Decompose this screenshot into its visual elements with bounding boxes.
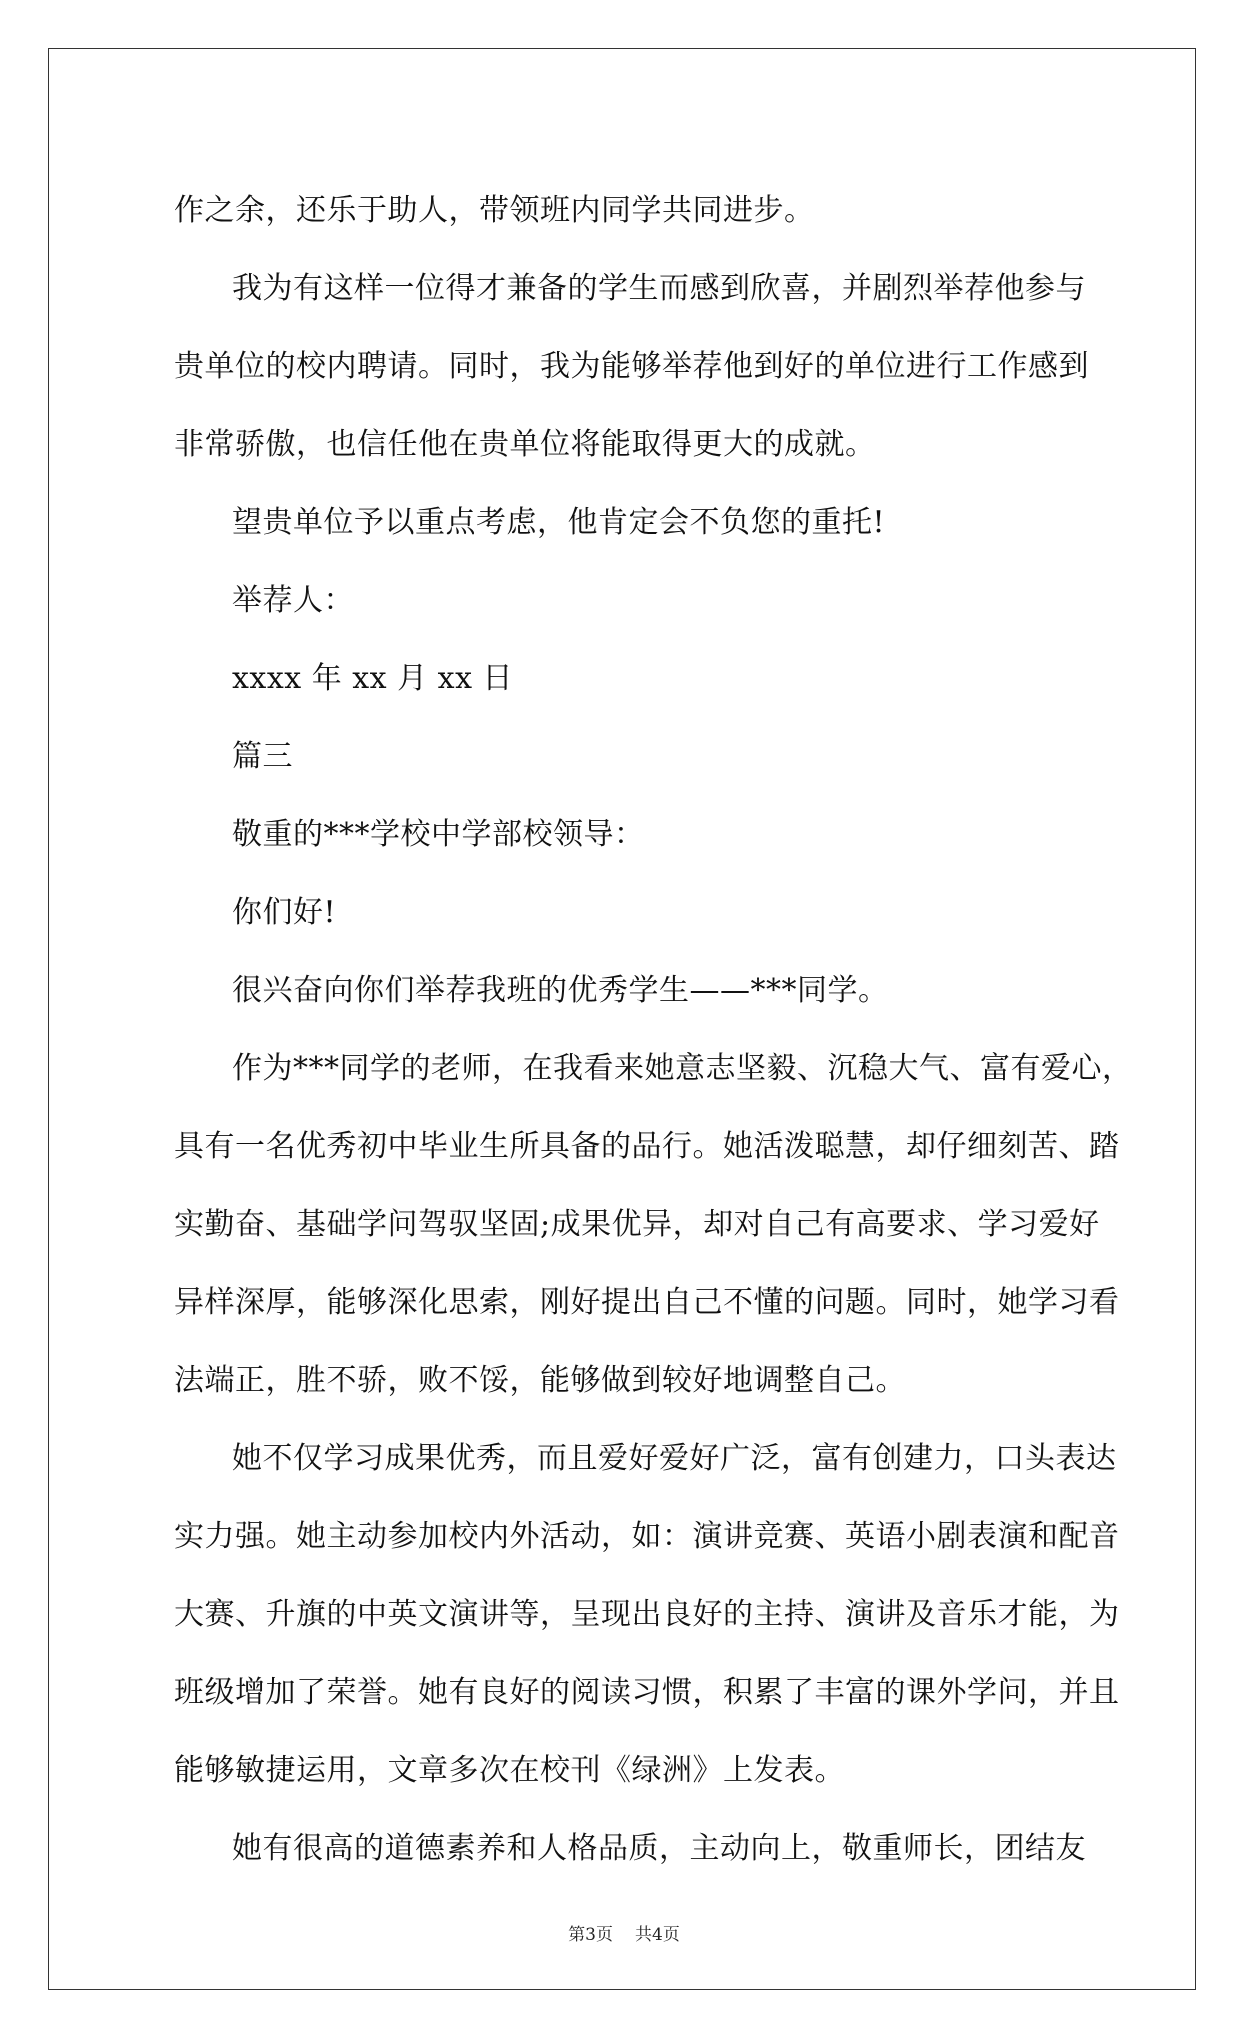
- text-line: 我为有这样一位得才兼备的学生而感到欣喜，并剧烈举荐他参与: [232, 271, 1086, 306]
- text-line: 作之余，还乐于助人，带领班内同学共同进步。: [174, 193, 815, 228]
- text-line: 她不仅学习成果优秀，而且爱好爱好广泛，富有创建力，口头表达: [232, 1441, 1117, 1476]
- text-line: 实力强。她主动参加校内外活动，如：演讲竞赛、英语小剧表演和配音: [174, 1519, 1120, 1554]
- greeting: 你们好!: [232, 895, 337, 930]
- text-line: 她有很高的道德素养和人格品质，主动向上，敬重师长，团结友: [232, 1831, 1086, 1866]
- text-line: 能够敏捷运用，文章多次在校刊《绿洲》上发表。: [174, 1753, 845, 1788]
- text-line: 很兴奋向你们举荐我班的优秀学生——***同学。: [232, 973, 889, 1008]
- text-line: 实勤奋、基础学问驾驭坚固;成果优异，却对自己有高要求、学习爱好: [174, 1207, 1100, 1242]
- text-line: 大赛、升旗的中英文演讲等，呈现出良好的主持、演讲及音乐才能，为: [174, 1597, 1120, 1632]
- section-title: 篇三: [232, 739, 293, 774]
- text-line: 贵单位的校内聘请。同时，我为能够举荐他到好的单位进行工作感到: [174, 349, 1089, 384]
- text-line: 班级增加了荣誉。她有良好的阅读习惯，积累了丰富的课外学问，并且: [174, 1675, 1120, 1710]
- text-line: 异样深厚，能够深化思索，刚好提出自己不懂的问题。同时，她学习看: [174, 1285, 1120, 1320]
- page-total: 共4页: [635, 1925, 680, 1945]
- page-number: 第3页: [568, 1925, 613, 1945]
- document-body: [174, 172, 1133, 1888]
- text-line: 作为***同学的老师，在我看来她意志坚毅、沉稳大气、富有爱心，: [232, 1051, 1133, 1086]
- text-line: 具有一名优秀初中毕业生所具备的品行。她活泼聪慧，却仔细刻苦、踏: [174, 1129, 1120, 1164]
- text-line: 法端正，胜不骄，败不馁，能够做到较好地调整自己。: [174, 1363, 906, 1398]
- text-line: 望贵单位予以重点考虑，他肯定会不负您的重托!: [232, 505, 886, 540]
- date-line: xxxx 年 xx 月 xx 日: [232, 661, 514, 696]
- recommender-label: 举荐人：: [232, 583, 354, 618]
- text-line: 非常骄傲，也信任他在贵单位将能取得更大的成就。: [174, 427, 876, 462]
- salutation: 敬重的***学校中学部校领导：: [232, 817, 645, 852]
- page-footer: [0, 1920, 1248, 1945]
